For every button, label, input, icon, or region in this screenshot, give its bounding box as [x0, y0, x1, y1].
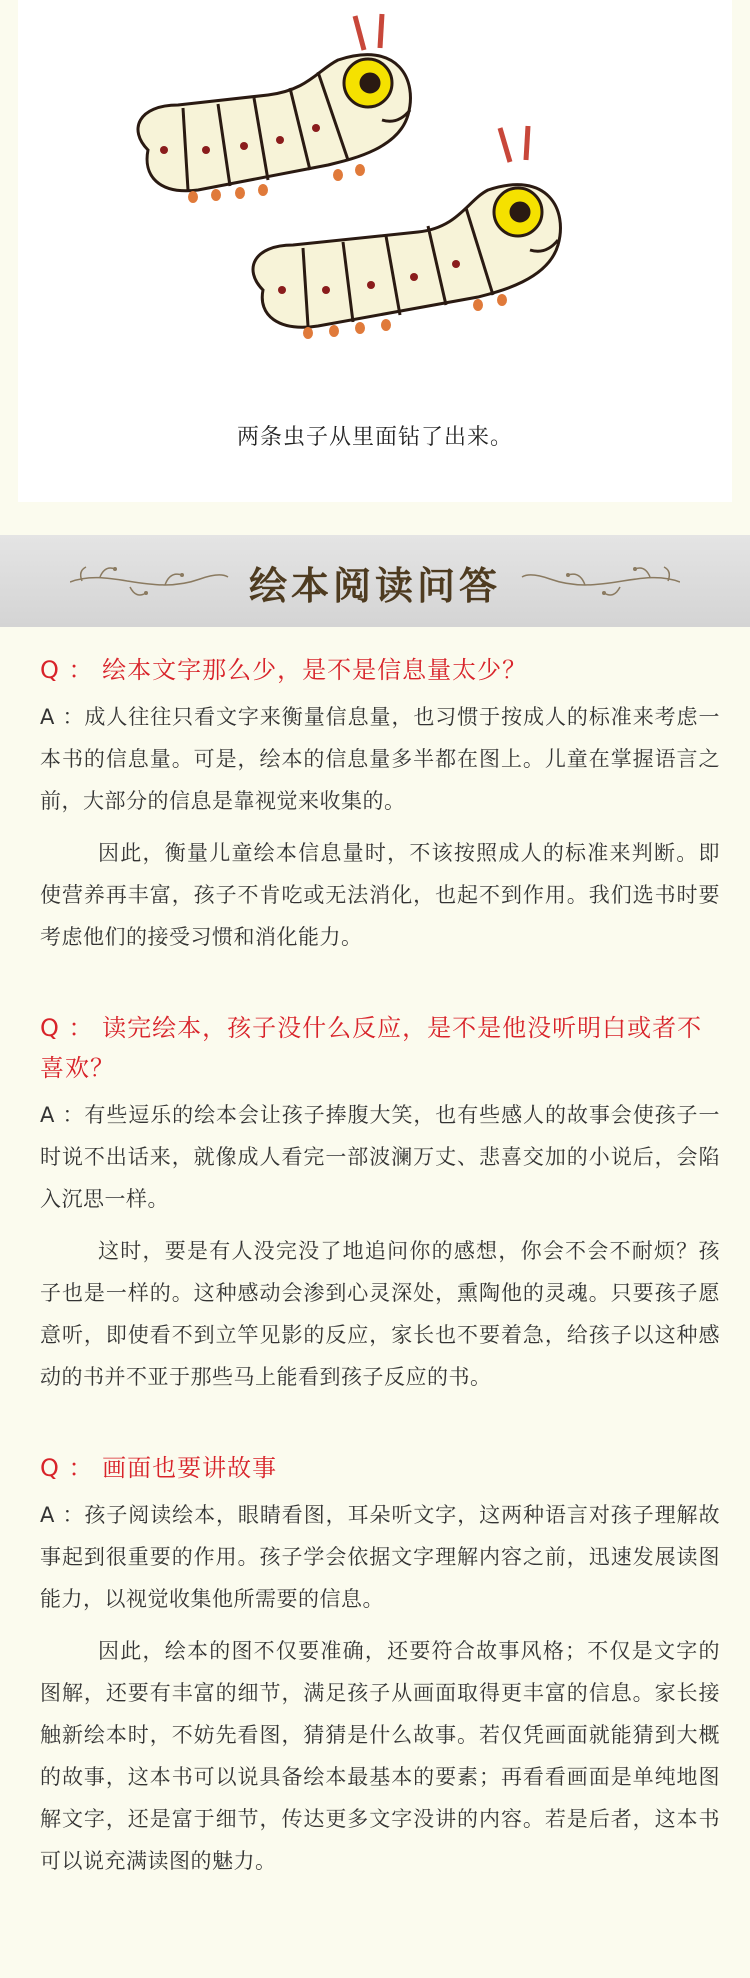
question-2: Q ： 读完绘本，孩子没什么反应，是不是他没听明白或者不喜欢？	[40, 1014, 703, 1082]
qa-item-3	[40, 1448, 720, 1882]
answer-3: A ：孩子阅读绘本，眼睛看图，耳朵听文字，这两种语言对孩子理解故事起到很重要的作用。孩子学会依据文字理解内容之前，迅速发展读图能力，以视觉收集他所需要的信息。	[40, 1503, 720, 1611]
question-3: Q ： 画面也要讲故事	[40, 1454, 278, 1482]
answer-2: A ：有些逗乐的绘本会让孩子捧腹大笑，也有些感人的故事会使孩子一时说不出话来，就像成人看完一部波澜万丈、悲喜交加的小说后，会陷入沉思一样。	[40, 1103, 720, 1211]
illustration-card	[18, 0, 732, 502]
answer-2-followup: 这时，要是有人没完没了地追问你的感想，你会不会不耐烦？孩子也是一样的。这种感动会渗到心灵深处，熏陶他的灵魂。只要孩子愿意听，即使看不到立竿见影的反应，家长也不要着急，给孩子以这种感动的书并不亚于那些马上能看到孩子反应的书。	[40, 1239, 720, 1389]
section-title: 绘本阅读问答	[248, 563, 501, 608]
qa-content	[40, 650, 720, 1932]
qa-item-1	[40, 650, 720, 958]
illustration-caption: 两条虫子从里面钻了出来。	[236, 425, 513, 450]
answer-1-followup: 因此，衡量儿童绘本信息量时，不该按照成人的标准来判断。即使营养再丰富，孩子不肯吃或无法消化，也起不到作用。我们选书时要考虑他们的接受习惯和消化能力。	[40, 841, 720, 949]
section-banner	[0, 535, 750, 627]
question-1: Q ： 绘本文字那么少，是不是信息量太少？	[40, 656, 528, 684]
qa-item-2	[40, 1008, 720, 1398]
right-vine-ornament	[520, 557, 680, 607]
caterpillar-top	[138, 14, 410, 203]
answer-3-followup: 因此，绘本的图不仅要准确，还要符合故事风格；不仅是文字的图解，还要有丰富的细节，满足孩子从画面取得更丰富的信息。家长接触新绘本时，不妨先看图，猜猜是什么故事。若仅凭画面就能猜到大概的故事，这本书可以说具备绘本最基本的要素；再看看画面是单纯地图解文字，还是富于细节，传达更多文字没讲的内容。若是后者，这本书可以说充满读图的魅力。	[40, 1639, 720, 1873]
answer-1: A ：成人往往只看文字来衡量信息量，也习惯于按成人的标准来考虑一本书的信息量。可是，绘本的信息量多半都在图上。儿童在掌握语言之前，大部分的信息是靠视觉来收集的。	[40, 705, 720, 813]
